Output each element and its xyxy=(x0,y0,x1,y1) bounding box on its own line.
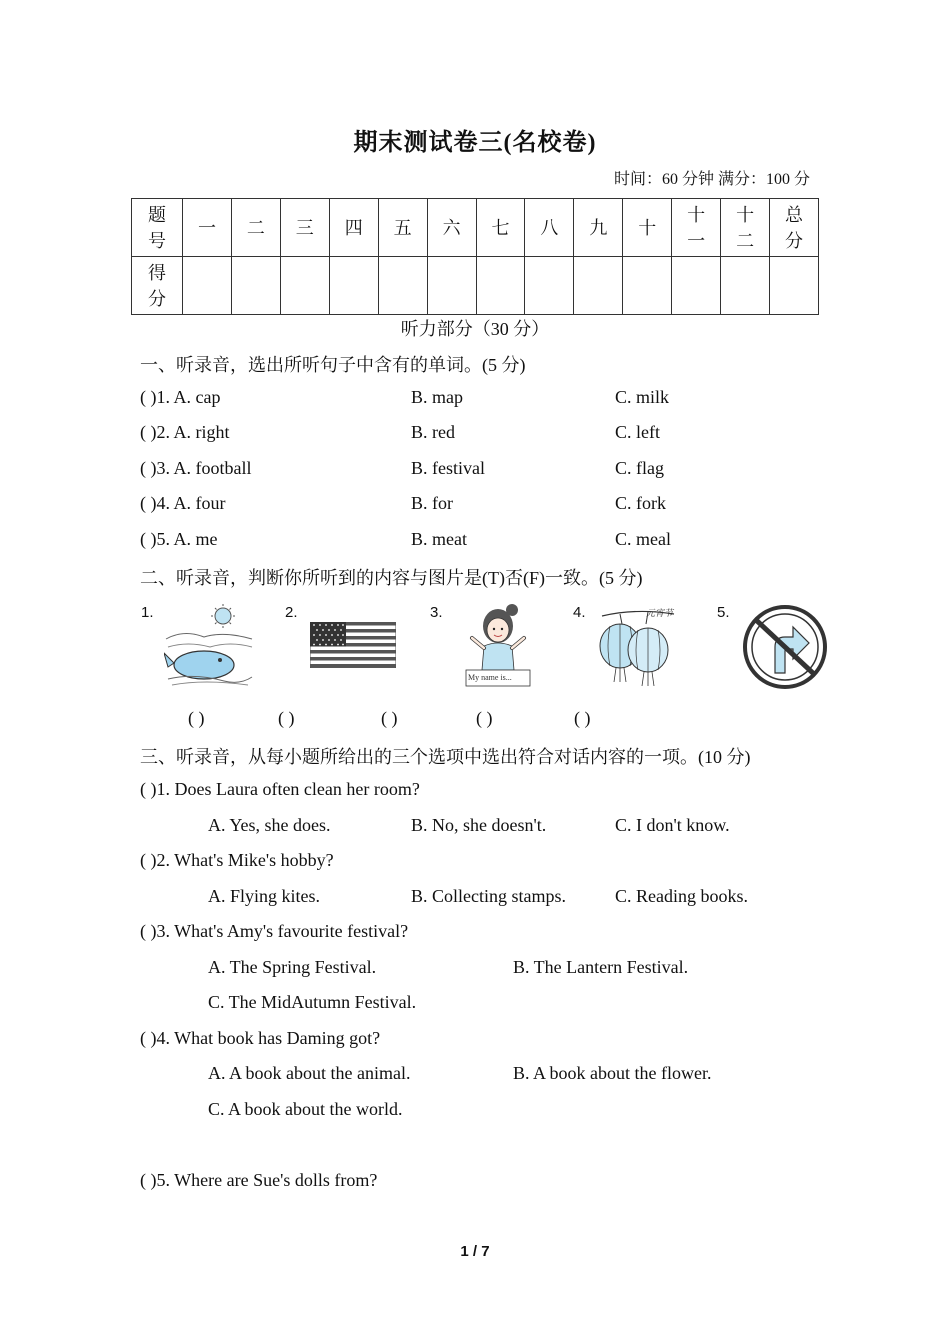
time-info: 时间：60 分钟 满分：100 分 xyxy=(613,171,810,188)
answer-bracket[interactable]: ( ) xyxy=(476,708,493,728)
score-cell[interactable] xyxy=(721,257,770,315)
column-cell: 三 xyxy=(280,199,329,257)
option-a: A. Flying kites. xyxy=(208,886,321,906)
option-c: C. left xyxy=(615,422,660,442)
header-cell: 题 号 xyxy=(132,199,183,257)
section1-title: 一、听录音，选出所听句子中含有的单词。(5 分) xyxy=(140,355,526,375)
score-cell[interactable] xyxy=(476,257,525,315)
header-cell: 得 分 xyxy=(132,257,183,315)
column-cell: 六 xyxy=(427,199,476,257)
option-b: B. A book about the flower. xyxy=(513,1063,712,1083)
score-cell[interactable] xyxy=(623,257,672,315)
option-b: B. Collecting stamps. xyxy=(411,886,566,906)
question-3-2: ( )2. What's Mike's hobby? xyxy=(140,850,334,870)
column-cell: 一 xyxy=(183,199,232,257)
no-right-turn-icon xyxy=(741,603,829,691)
score-cell[interactable] xyxy=(770,257,819,315)
question-3-5: ( )5. Where are Sue's dolls from? xyxy=(140,1170,378,1190)
column-cell: 十 xyxy=(623,199,672,257)
option-c: C. meal xyxy=(615,529,671,549)
answer-bracket[interactable]: ( ) xyxy=(574,708,591,728)
pic-number: 3. xyxy=(430,604,443,621)
column-cell: 十 二 xyxy=(721,199,770,257)
pic-number: 5. xyxy=(717,604,730,621)
lantern-text: 元宵节 xyxy=(646,609,674,619)
option-a: A. The Spring Festival. xyxy=(208,957,377,977)
option-a: A. A book about the animal. xyxy=(208,1063,411,1083)
option-b: B. for xyxy=(411,493,453,513)
option-c: C. The MidAutumn Festival. xyxy=(208,992,417,1012)
pic-number: 1. xyxy=(141,604,154,621)
option-c: C. I don't know. xyxy=(615,815,730,835)
score-cell[interactable] xyxy=(329,257,378,315)
question-3-3: ( )3. What's Amy's favourite festival? xyxy=(140,921,409,941)
question-1-1: ( )1. A. cap xyxy=(140,387,221,407)
us-flag-icon xyxy=(310,622,396,668)
option-c: C. A book about the world. xyxy=(208,1099,403,1119)
score-cell[interactable] xyxy=(183,257,232,315)
section2-title: 二、听录音，判断你所听到的内容与图片是(T)否(F)一致。(5 分) xyxy=(140,568,643,588)
column-cell: 八 xyxy=(525,199,574,257)
girl-sign-icon xyxy=(462,602,534,688)
pic-number: 4. xyxy=(573,604,586,621)
page-number: 1 / 7 xyxy=(460,1243,490,1260)
table-row xyxy=(132,257,819,315)
option-b: B. festival xyxy=(411,458,485,478)
table-row xyxy=(132,199,819,257)
question-3-4: ( )4. What book has Daming got? xyxy=(140,1028,381,1048)
column-cell: 五 xyxy=(378,199,427,257)
question-1-3: ( )3. A. football xyxy=(140,458,252,478)
option-c: C. fork xyxy=(615,493,666,513)
column-cell: 总 分 xyxy=(770,199,819,257)
page-title: 期末测试卷三(名校卷) xyxy=(353,130,597,156)
option-c: C. milk xyxy=(615,387,670,407)
option-b: B. red xyxy=(411,422,455,442)
listening-header: 听力部分（30 分） xyxy=(400,319,550,339)
option-b: B. meat xyxy=(411,529,467,549)
column-cell: 七 xyxy=(476,199,525,257)
column-cell: 二 xyxy=(231,199,280,257)
option-c: C. flag xyxy=(615,458,664,478)
option-c: C. Reading books. xyxy=(615,886,748,906)
score-cell[interactable] xyxy=(574,257,623,315)
score-table xyxy=(131,198,819,315)
score-cell[interactable] xyxy=(280,257,329,315)
score-cell[interactable] xyxy=(525,257,574,315)
answer-bracket[interactable]: ( ) xyxy=(381,708,398,728)
answer-bracket[interactable]: ( ) xyxy=(188,708,205,728)
column-cell: 九 xyxy=(574,199,623,257)
whale-sun-icon xyxy=(164,603,256,687)
pic-number: 2. xyxy=(285,604,298,621)
score-cell[interactable] xyxy=(672,257,721,315)
score-cell[interactable] xyxy=(231,257,280,315)
sign-text: My name is... xyxy=(468,673,512,682)
option-b: B. The Lantern Festival. xyxy=(513,957,689,977)
column-cell: 十 一 xyxy=(672,199,721,257)
lanterns-icon xyxy=(596,602,678,688)
section3-title: 三、听录音，从每小题所给出的三个选项中选出符合对话内容的一项。(10 分) xyxy=(140,747,751,767)
score-cell[interactable] xyxy=(427,257,476,315)
question-3-1: ( )1. Does Laura often clean her room? xyxy=(140,779,420,799)
option-a: A. Yes, she does. xyxy=(208,815,331,835)
question-1-5: ( )5. A. me xyxy=(140,529,218,549)
score-cell[interactable] xyxy=(378,257,427,315)
question-1-2: ( )2. A. right xyxy=(140,422,230,442)
answer-bracket[interactable]: ( ) xyxy=(278,708,295,728)
option-b: B. map xyxy=(411,387,463,407)
column-cell: 四 xyxy=(329,199,378,257)
question-1-4: ( )4. A. four xyxy=(140,493,226,513)
option-b: B. No, she doesn't. xyxy=(411,815,547,835)
